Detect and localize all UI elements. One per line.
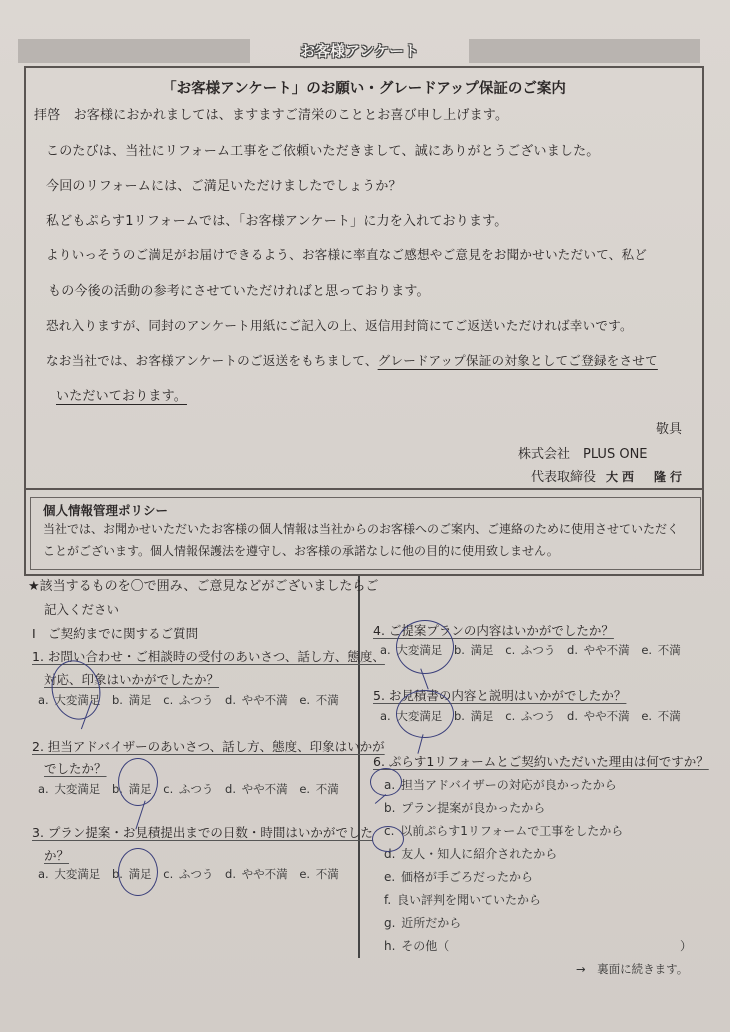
question-6-option-g[interactable]: g. 近所だから: [384, 916, 462, 930]
option-a[interactable]: a. 大変満足: [38, 693, 101, 707]
question-6-option-f[interactable]: f. 良い評判を聞いていたから: [384, 893, 541, 907]
handwritten-stroke: [417, 734, 423, 754]
letter-paragraph: もの今後の活動の参考にさせていただければと思っております。: [48, 284, 430, 299]
option-c[interactable]: c. ふつう: [163, 693, 214, 707]
question-4-title: 4. ご提案プランの内容はいかがでしたか？: [373, 623, 614, 638]
option-b[interactable]: b. 満足: [112, 782, 152, 796]
question-6-option-c[interactable]: c. 以前ぷらす1リフォームで工事をしたから: [384, 824, 624, 838]
column-divider: [358, 576, 360, 958]
letter-paragraph: 拝啓 お客様におかれましては、ますますご清栄のこととお喜び申し上げます。: [34, 108, 509, 123]
option-a[interactable]: a. 大変満足: [38, 867, 101, 881]
company-name: 株式会社 PLUS ONE: [518, 447, 648, 462]
section-title: Ⅰ ご契約までに関するご質問: [32, 626, 199, 641]
instruction-cont: 記入ください: [44, 602, 120, 617]
option-e[interactable]: e. 不満: [641, 709, 681, 723]
option-d[interactable]: d. やや不満: [225, 867, 288, 881]
option-b[interactable]: b. 満足: [454, 709, 494, 723]
question-6-option-b[interactable]: b. プラン提案が良かったから: [384, 801, 546, 815]
option-e[interactable]: e. 不満: [299, 867, 339, 881]
option-h-label: h. その他（: [384, 939, 450, 953]
policy-text: ことがございます。個人情報保護法を遵守し、お客様の承諾なしに他の目的に使用致しません。: [43, 544, 559, 558]
question-4-options: [380, 642, 681, 658]
question-3-title-cont: か？: [44, 848, 70, 863]
letter-heading: 「お客様アンケート」のお願い・グレードアップ保証のご案内: [162, 81, 566, 97]
guarantee-paragraph: [46, 350, 658, 369]
option-b[interactable]: b. 満足: [112, 693, 152, 707]
letter-paragraph: 私どもぷらす1リフォームでは、「お客様アンケート」に力を入れております。: [46, 214, 508, 229]
letter-box: [24, 66, 704, 490]
option-c[interactable]: c. ふつう: [163, 782, 214, 796]
question-6-option-h[interactable]: [384, 937, 693, 954]
question-3-options: [38, 866, 339, 882]
redacted-bar-right: [469, 39, 700, 63]
question-5-options: [380, 708, 681, 724]
question-6-option-e[interactable]: e. 価格が手ごろだったから: [384, 870, 534, 884]
continue-note: → 裏面に続きます。: [576, 962, 689, 976]
guarantee-highlight-cont: いただいております。: [56, 389, 187, 404]
option-c[interactable]: c. ふつう: [163, 867, 214, 881]
letter-paragraph: 今回のリフォームには、ご満足いただけましたでしょうか？: [46, 179, 402, 194]
option-e[interactable]: e. 不満: [299, 782, 339, 796]
question-2-title-cont: でしたか？: [44, 761, 107, 776]
question-2-title: 2. 担当アドバイザーのあいさつ、話し方、態度、印象はいかが: [32, 739, 385, 754]
question-1-title: 1. お問い合わせ・ご相談時の受付のあいさつ、話し方、態度、: [32, 649, 385, 664]
question-6-option-d[interactable]: d. 友人・知人に紹介されたから: [384, 847, 558, 861]
option-d[interactable]: d. やや不満: [225, 782, 288, 796]
option-d[interactable]: d. やや不満: [567, 643, 630, 657]
letter-paragraph: 恐れ入りますが、同封のアンケート用紙にご記入の上、返信用封筒にてご返送いただければ幸いです。: [46, 318, 633, 333]
option-b[interactable]: b. 満足: [454, 643, 494, 657]
option-d[interactable]: d. やや不満: [225, 693, 288, 707]
question-1-title-cont: 対応、印象はいかがでしたか？: [44, 672, 220, 687]
question-3-title: 3. プラン提案・お見積提出までの日数・時間はいかがでした: [32, 825, 373, 840]
rep-title: 代表取締役: [531, 470, 597, 485]
option-e[interactable]: e. 不満: [299, 693, 339, 707]
question-6-title: 6. ぷらす1リフォームとご契約いただいた理由は何ですか？: [373, 754, 709, 769]
policy-text: 当社では、お聞かせいただいたお客様の個人情報は当社からのお客様へのご案内、ご連絡のために使用させていただく: [43, 522, 680, 536]
question-5-title: 5. お見積書の内容と説明はいかがでしたか？: [373, 688, 627, 703]
option-b[interactable]: b. 満足: [112, 867, 152, 881]
guarantee-prefix: なお当社では、お客様アンケートのご返送をもちまして、: [46, 353, 378, 368]
option-h-close: ）: [680, 939, 693, 953]
handwritten-circle-q1: [45, 655, 107, 725]
option-c[interactable]: c. ふつう: [505, 709, 556, 723]
closing-text: 敬具: [656, 422, 683, 437]
policy-title: 個人情報管理ポリシー: [43, 503, 169, 518]
option-e[interactable]: e. 不満: [641, 643, 681, 657]
page-title: お客様アンケート: [299, 42, 420, 60]
question-2-options: [38, 781, 339, 797]
redacted-bar-left: [18, 39, 250, 63]
representative: [531, 466, 686, 485]
option-a[interactable]: a. 大変満足: [380, 643, 443, 657]
rep-name: 大西 隆行: [606, 470, 687, 484]
letter-paragraph: このたびは、当社にリフォーム工事をご依頼いただきまして、誠にありがとうございました。: [46, 144, 600, 159]
option-c[interactable]: c. ふつう: [505, 643, 556, 657]
guarantee-highlight: グレードアップ保証の対象としてご登録をさせて: [377, 353, 658, 368]
option-d[interactable]: d. やや不満: [567, 709, 630, 723]
question-6-option-a[interactable]: a. 担当アドバイザーの対応が良かったから: [384, 778, 617, 792]
instruction: ★該当するものを〇で囲み、ご意見などがございましたらご: [28, 579, 379, 594]
letter-paragraph: よりいっそうのご満足がお届けできるよう、お客様に率直なご感想やご意見をお聞かせいただいて、私ど: [46, 247, 648, 262]
option-a[interactable]: a. 大変満足: [38, 782, 101, 796]
question-1-options: [38, 692, 339, 708]
option-a[interactable]: a. 大変満足: [380, 709, 443, 723]
